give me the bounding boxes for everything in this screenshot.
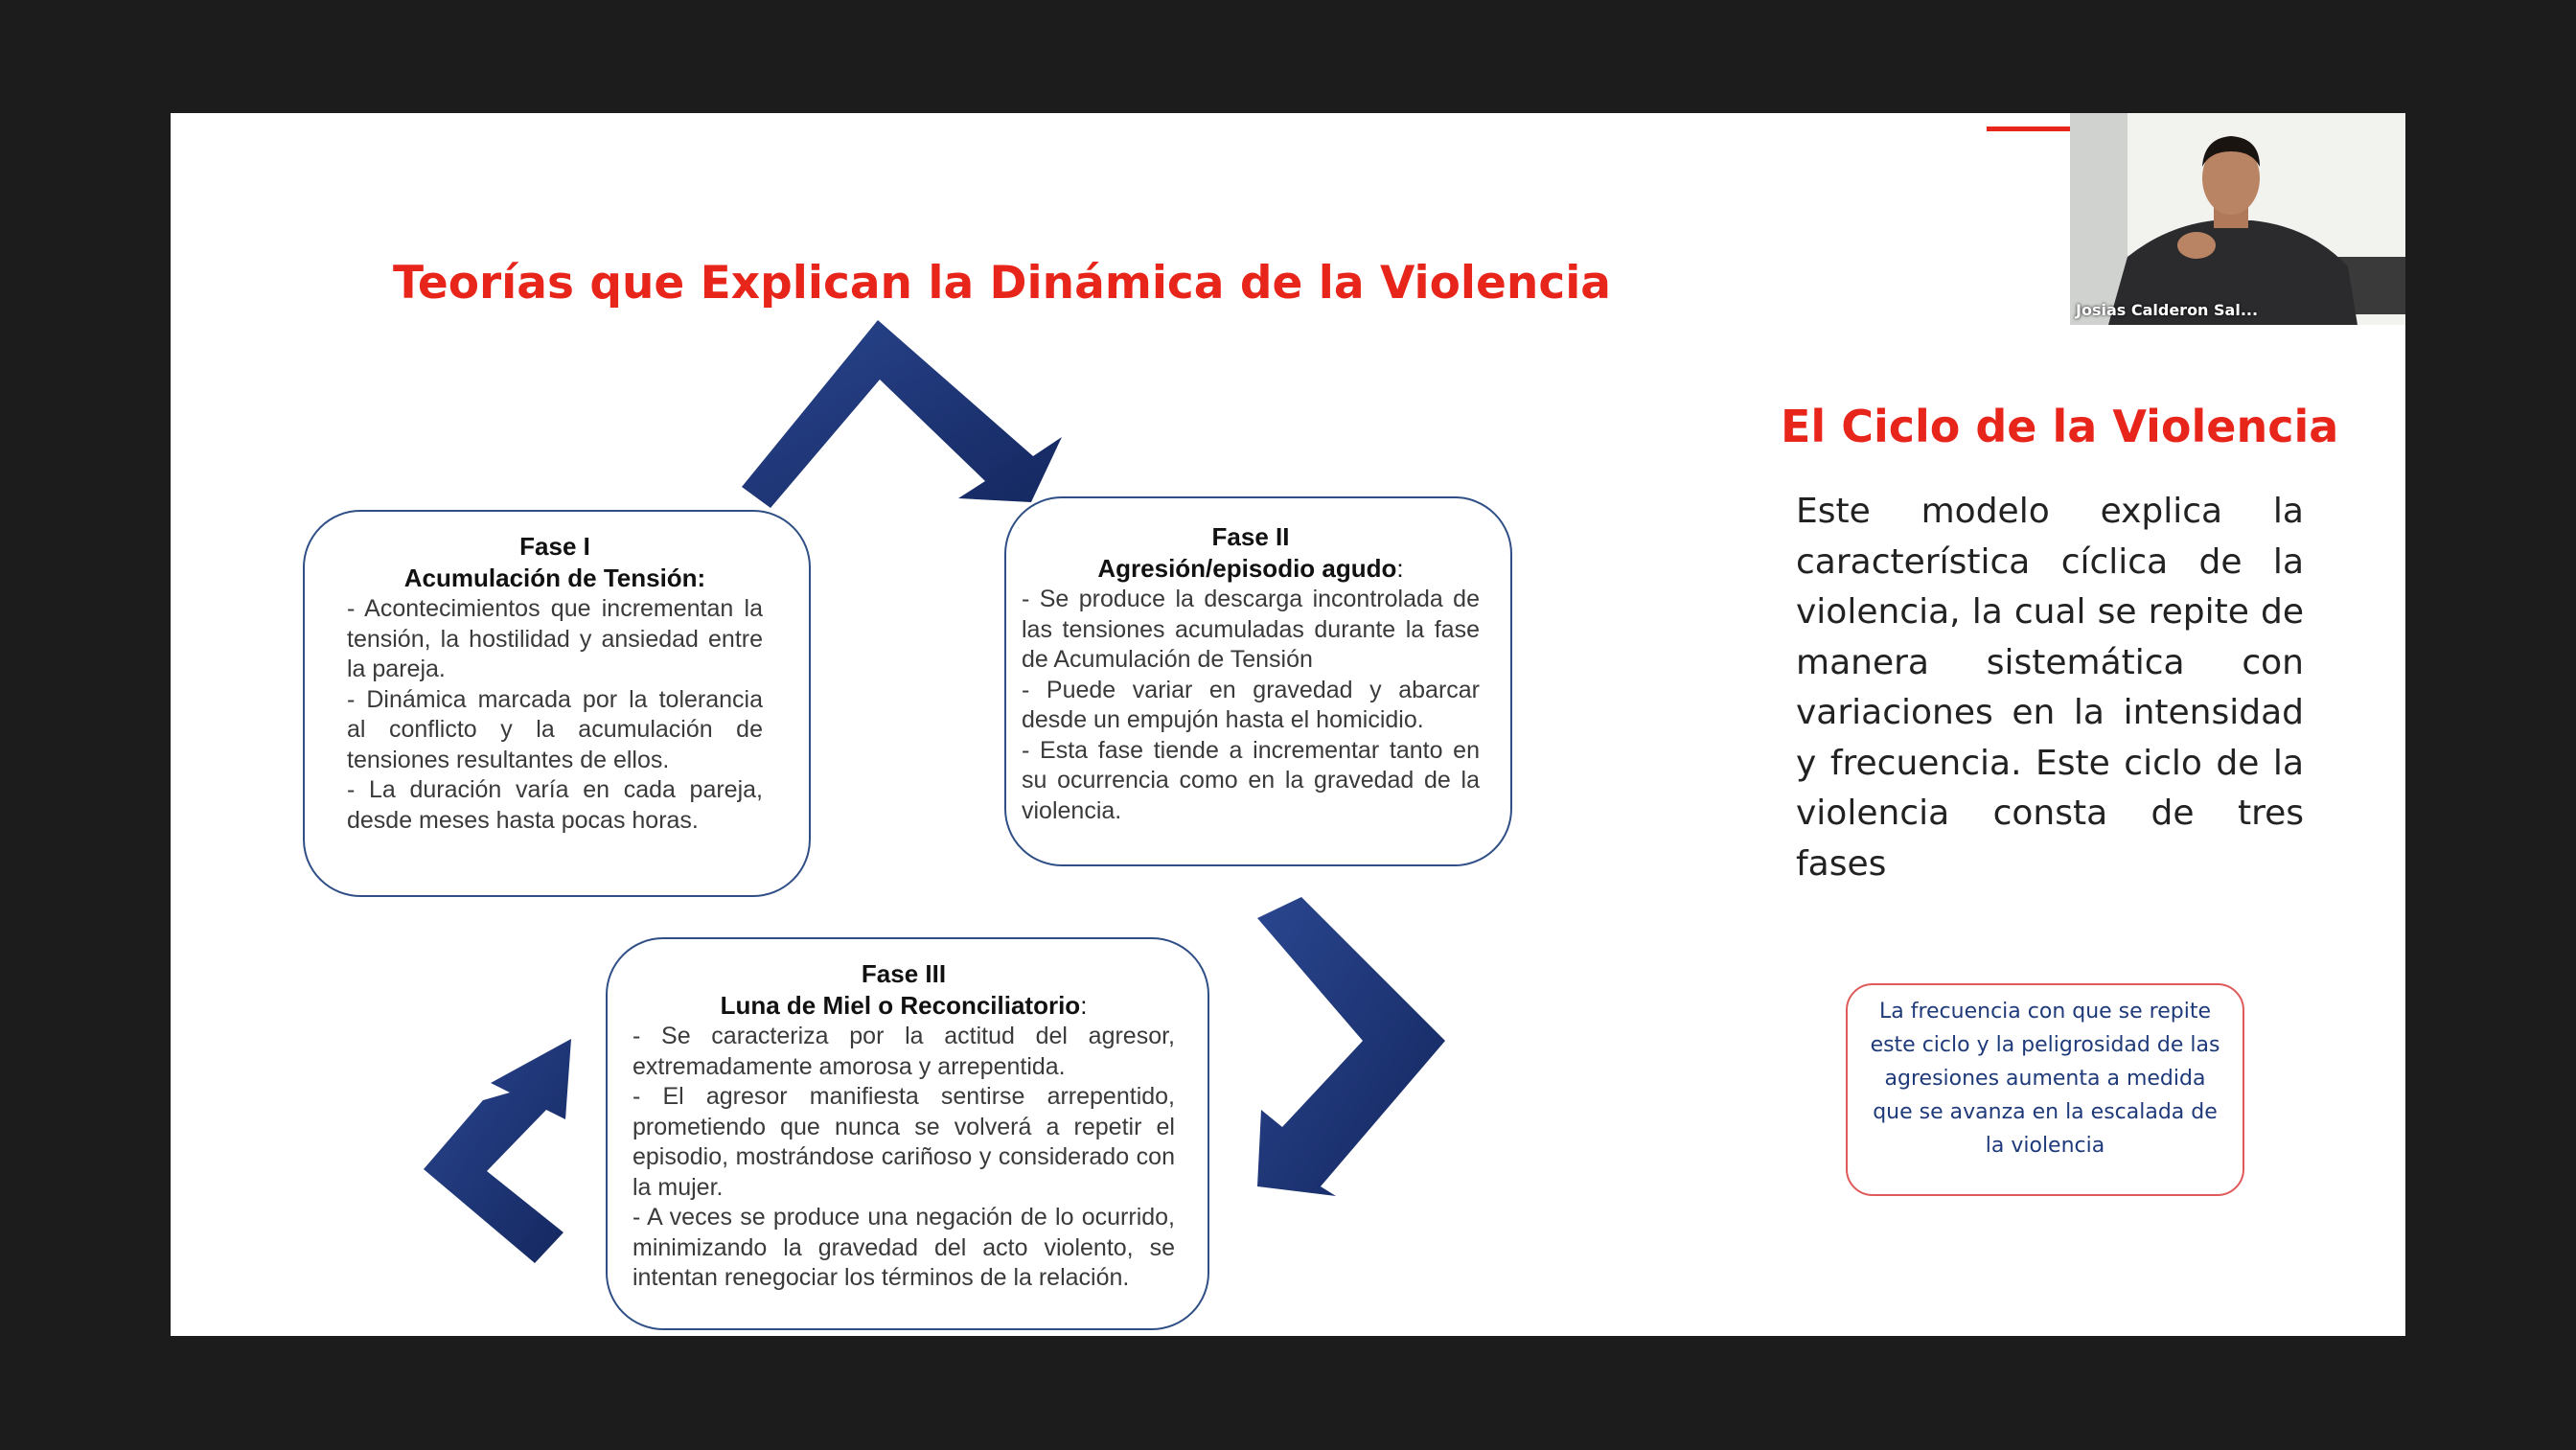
slide-title: Teorías que Explican la Dinámica de la Violencia — [393, 257, 1612, 310]
phase-3-name: Luna de Miel o Reconciliatorio — [720, 991, 1081, 1020]
phase-2-item: - Puede variar en gravedad y abarcar desde un empujón hasta el homicidio. — [1022, 676, 1480, 733]
phase-1-name: Acumulación de Tensión: — [403, 564, 706, 592]
phase-3-box — [606, 937, 1209, 1330]
left-arrow-icon — [424, 1039, 571, 1263]
frequency-note: La frecuencia con que se repite este ciclo y la peligrosidad de las agresiones aumenta a medida que se avanza en la escalada de la violencia — [1846, 983, 2244, 1196]
participant-video-tile[interactable] — [2070, 113, 2405, 325]
phase-1-item: - Dinámica marcada por la tolerancia al conflicto y la acumulación de tensiones resultantes de ellos. — [347, 685, 763, 773]
phase-2-number: Fase II — [1211, 522, 1290, 551]
phase-3-item: - El agresor manifiesta sentirse arrepentido, prometiendo que nunca se volverá a repetir el episodio, mostrándose cariñoso y considerado con la mujer. — [632, 1083, 1175, 1201]
participant-silhouette-icon — [2070, 113, 2405, 325]
phase-3-item: - A veces se produce una negación de lo ocurrido, minimizando la gravedad del acto violento, se intentan renegociar los términos de la relación. — [632, 1204, 1175, 1291]
phase-3-name-suffix: : — [1080, 991, 1088, 1020]
phase-1-item: - La duración varía en cada pareja, desde meses hasta pocas horas. — [347, 776, 763, 834]
right-arrow-icon — [1257, 897, 1445, 1196]
phase-3-name-line — [632, 990, 1175, 1022]
top-arrow-icon — [742, 320, 1062, 508]
cycle-title: El Ciclo de la Violencia — [1781, 401, 2339, 452]
phase-2-box — [1004, 496, 1512, 866]
phase-2-item: - Esta fase tiende a incrementar tanto en su ocurrencia como en la gravedad de la violencia. — [1022, 736, 1480, 824]
phase-1-item: - Acontecimientos que incrementan la tensión, la hostilidad y ansiedad entre la pareja. — [347, 595, 763, 682]
phase-1-number: Fase I — [519, 532, 590, 561]
participant-name: Josias Calderon Sal... — [2076, 301, 2259, 319]
phase-1-box — [303, 510, 811, 897]
phase-3-item: - Se caracteriza por la actitud del agresor, extremadamente amorosa y arrepentida. — [632, 1023, 1175, 1080]
phase-2-name: Agresión/episodio agudo — [1097, 554, 1397, 583]
phase-2-name-suffix: : — [1396, 554, 1404, 583]
phase-2-name-line — [1022, 553, 1480, 585]
phase-3-number: Fase III — [861, 959, 947, 988]
phase-2-item: - Se produce la descarga incontrolada de las tensiones acumuladas durante la fase de Acumulación de Tensión — [1022, 586, 1480, 673]
cycle-description: Este modelo explica la característica cíclica de la violencia, la cual se repite de manera sistemática con variaciones en la intensidad y frecuencia. Este ciclo de la violencia consta de tres fases — [1796, 492, 2304, 884]
